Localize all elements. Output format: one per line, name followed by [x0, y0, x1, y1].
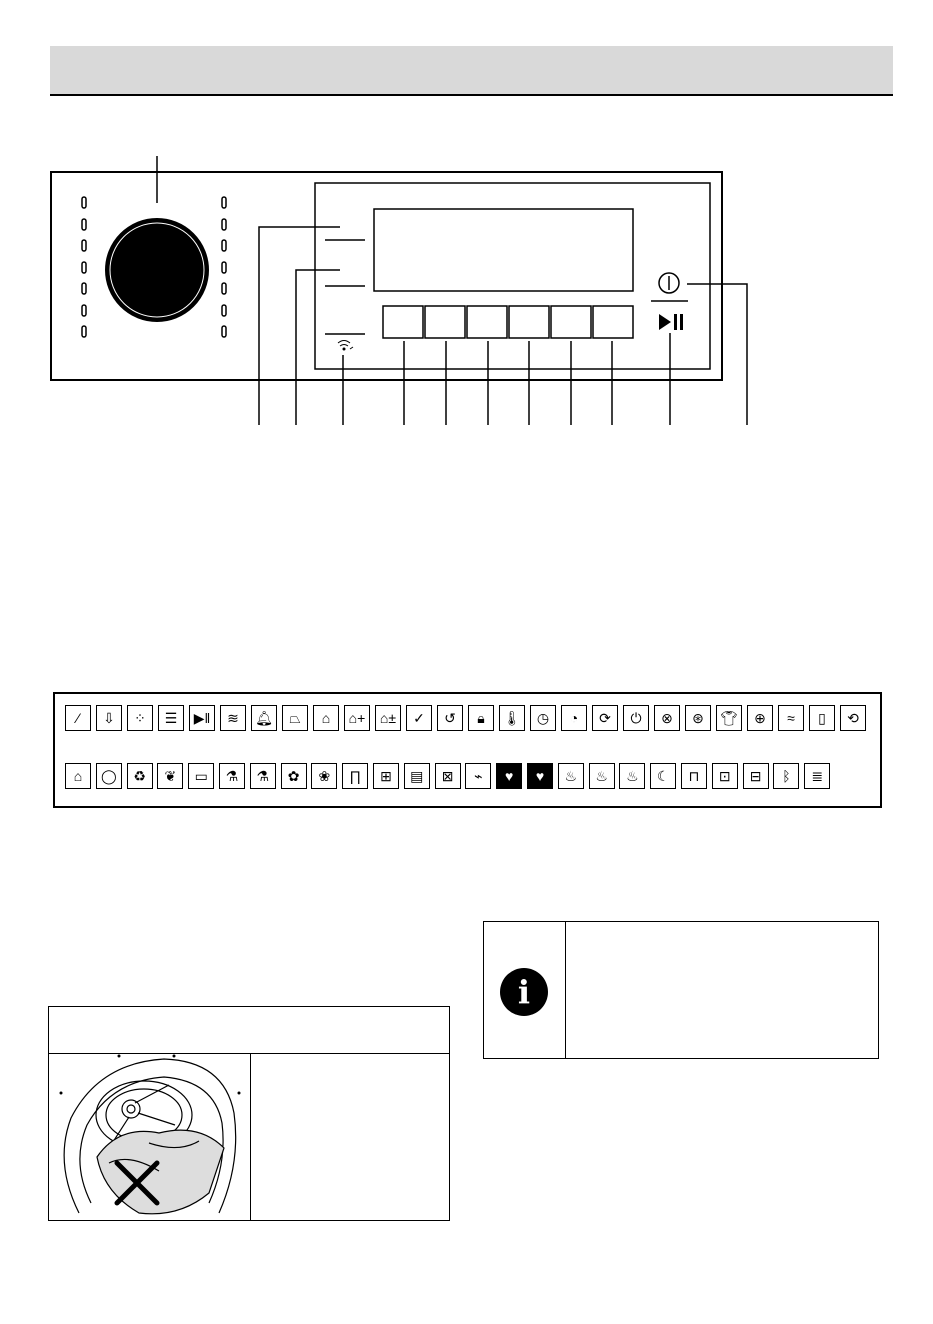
play-pause-icon: ▶‖	[189, 705, 215, 731]
timer-icon: ◔	[561, 705, 587, 731]
thermometer-icon: 🌡︎	[499, 705, 525, 731]
shirt-icon: 👕︎	[716, 705, 742, 731]
heat-waves-icon: ≋	[220, 705, 246, 731]
duvet-icon: ⊡	[712, 763, 738, 789]
section-header-bar	[50, 46, 893, 96]
night-mode-icon: ☾	[650, 763, 676, 789]
hanger-icon: ⌂	[313, 705, 339, 731]
symbol-strip	[53, 692, 882, 808]
jacket-icon: ⊓	[681, 763, 707, 789]
refresh-program-icon: ⟳	[592, 705, 618, 731]
sport-ball-icon: ⊕	[747, 705, 773, 731]
curtain-icon: ⊟	[743, 763, 769, 789]
wifi-remote-icon	[338, 341, 353, 351]
warning-header	[49, 1007, 449, 1054]
hanger-plus-icon: ⌂+	[344, 705, 370, 731]
warning-text	[250, 1053, 449, 1073]
display-screen	[374, 209, 633, 291]
jeans-icon: ∏	[342, 763, 368, 789]
no-wool-icon: ⊗	[654, 705, 680, 731]
bedding-icon: ▤	[404, 763, 430, 789]
steam-icon: ♨︎	[558, 763, 584, 789]
play-pause-icon	[659, 314, 683, 330]
filter-icon: ⁄	[65, 705, 91, 731]
flask-icon: ⚗︎	[250, 763, 276, 789]
iron-icon: ⏢	[282, 705, 308, 731]
bluetooth-icon: ᛒ	[773, 763, 799, 789]
info-icon: i	[500, 968, 548, 1016]
towel-icon: ▭	[188, 763, 214, 789]
hang-dry-icon: ⌂	[65, 763, 91, 789]
mixed-icon: ⊛	[685, 705, 711, 731]
steam-plus-plus-icon: ♨︎	[619, 763, 645, 789]
time-history-icon: ↺	[437, 705, 463, 731]
hanger-plus-plus-icon: ⌂±	[375, 705, 401, 731]
power-icon: ⏻	[623, 705, 649, 731]
shirt-box-icon: ⊠	[435, 763, 461, 789]
drum-icon: ◯	[96, 763, 122, 789]
bell-icon: 🔔︎	[251, 705, 277, 731]
hygiene-plus-icon: ♥︎	[527, 763, 553, 789]
lock-icon: 🔒︎	[468, 705, 494, 731]
rotate-clean-icon: ⟲	[840, 705, 866, 731]
check-icon: ✓	[406, 705, 432, 731]
dot-grid-icon: ⁘	[127, 705, 153, 731]
wifi-icon: ≈	[778, 705, 804, 731]
display-icon: ☰	[158, 705, 184, 731]
drum-overload-illustration	[49, 1053, 251, 1220]
warning-text-cell	[250, 1053, 449, 1220]
hygiene-care-icon: ♥︎	[496, 763, 522, 789]
control-panel-diagram	[0, 150, 933, 440]
feather-icon: ❦	[157, 763, 183, 789]
function-buttons	[383, 306, 633, 338]
warning-box	[48, 1006, 450, 1221]
stopwatch-icon: ◷	[530, 705, 556, 731]
info-icon-cell	[484, 922, 566, 1058]
cotton-eco-icon: ✿	[281, 763, 307, 789]
phone-icon: ▯	[809, 705, 835, 731]
tank-full-icon: ⇩	[96, 705, 122, 731]
delicates-icon: ≣	[804, 763, 830, 789]
steam-plus-icon: ♨︎	[589, 763, 615, 789]
cloth-mix-icon: ⊞	[373, 763, 399, 789]
cotton-icon: ❀	[311, 763, 337, 789]
baby-care-icon: ⚗︎	[219, 763, 245, 789]
quick-dry-icon: ⌁	[465, 763, 491, 789]
info-note-box	[483, 921, 879, 1059]
shirt-refresh-icon: ♻︎	[127, 763, 153, 789]
